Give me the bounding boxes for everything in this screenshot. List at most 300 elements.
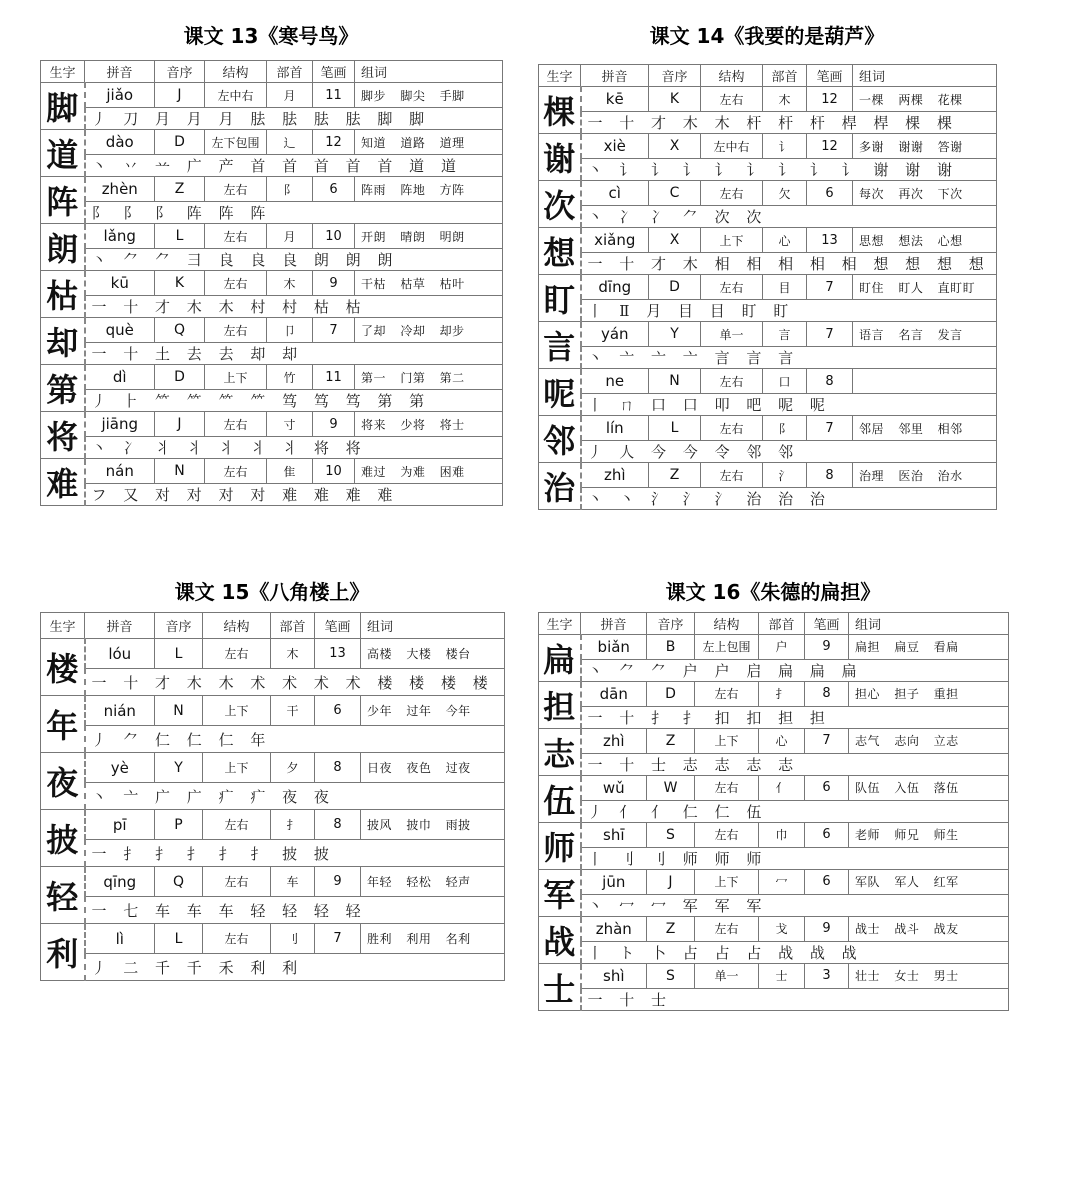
stroke-count-cell: 6	[315, 696, 361, 726]
stroke-order-row	[41, 669, 505, 696]
char-cell: 战	[539, 917, 581, 964]
stroke-order-row	[41, 296, 503, 318]
stroke-order-cell: 丶 冫 丬 丬 丬 丬 丬 将 将	[85, 437, 503, 459]
stroke-order-cell: 丶 丷 䒑 广 产 首 首 首 首 首 道 道	[85, 155, 503, 177]
stroke-order-cell: 丶 讠 讠 讠 讠 讠 讠 讠 讠 谢 谢 谢	[581, 159, 997, 181]
header-index: 音序	[647, 613, 695, 635]
pinyin-cell: kē	[581, 87, 649, 112]
word-group-cell: 治理 医治 治水	[853, 463, 997, 488]
structure-cell: 左右	[695, 776, 759, 801]
stroke-count-cell: 7	[805, 729, 849, 754]
char-cell: 谢	[539, 134, 581, 181]
stroke-order-row	[539, 753, 1009, 775]
radical-cell: 氵	[763, 463, 807, 488]
stroke-count-cell: 7	[315, 924, 361, 954]
index-letter-cell: C	[649, 181, 701, 206]
stroke-order-cell: 丿 ⺊ ⺮ ⺮ ⺮ ⺮ 笃 笃 笃 第 第	[85, 390, 503, 412]
header-strokes: 笔画	[807, 65, 853, 87]
word-group-cell: 思想 想法 心想	[853, 228, 997, 253]
word-group-cell: 多谢 谢谢 答谢	[853, 134, 997, 159]
stroke-order-cell: 丶 亠 广 广 疒 疒 夜 夜	[85, 783, 505, 810]
structure-cell: 上下	[205, 365, 267, 390]
char-info-row	[41, 412, 503, 437]
pinyin-cell: zhì	[581, 463, 649, 488]
char-cell: 军	[539, 870, 581, 917]
char-info-row	[41, 224, 503, 249]
radical-cell: 戈	[759, 917, 805, 942]
stroke-order-row	[41, 155, 503, 177]
structure-cell: 左右	[205, 412, 267, 437]
header-index: 音序	[649, 65, 701, 87]
header-row	[539, 613, 1009, 635]
word-group-cell: 年轻 轻松 轻声	[361, 867, 505, 897]
stroke-order-row	[539, 347, 997, 369]
pinyin-cell: cì	[581, 181, 649, 206]
stroke-order-row	[41, 726, 505, 753]
pinyin-cell: nán	[85, 459, 155, 484]
structure-cell: 左中右	[701, 134, 763, 159]
structure-cell: 左右	[205, 224, 267, 249]
char-cell: 言	[539, 322, 581, 369]
char-info-row	[539, 322, 997, 347]
radical-cell: 扌	[759, 682, 805, 707]
structure-cell: 上下	[695, 729, 759, 754]
char-cell: 志	[539, 729, 581, 776]
stroke-count-cell: 7	[807, 275, 853, 300]
stroke-order-cell: 一 十 才 木 木 杆 杆 杆 桿 桿 棵 棵	[581, 112, 997, 134]
char-info-row	[539, 463, 997, 488]
header-strokes: 笔画	[805, 613, 849, 635]
stroke-order-row	[539, 206, 997, 228]
char-info-row	[539, 134, 997, 159]
structure-cell: 左右	[203, 924, 271, 954]
word-group-cell: 担心 担子 重担	[849, 682, 1009, 707]
index-letter-cell: Y	[649, 322, 701, 347]
header-char: 生字	[539, 613, 581, 635]
lesson-title: 课文 15《八角楼上》	[174, 580, 370, 604]
stroke-order-row	[539, 706, 1009, 728]
stroke-order-row	[539, 800, 1009, 822]
pinyin-cell: qīng	[85, 867, 155, 897]
pinyin-cell: biǎn	[581, 635, 647, 660]
stroke-count-cell: 9	[315, 867, 361, 897]
word-group-cell: 脚步 脚尖 手脚	[355, 83, 503, 108]
index-letter-cell: L	[155, 639, 203, 669]
char-cell: 邻	[539, 416, 581, 463]
char-cell: 盯	[539, 275, 581, 322]
stroke-count-cell: 6	[805, 870, 849, 895]
stroke-count-cell: 6	[805, 776, 849, 801]
header-words: 组词	[355, 61, 503, 83]
word-group-cell: 战士 战斗 战友	[849, 917, 1009, 942]
radical-cell: 隹	[267, 459, 313, 484]
word-group-cell: 知道 道路 道理	[355, 130, 503, 155]
index-letter-cell: S	[647, 964, 695, 989]
structure-cell: 左右	[205, 177, 267, 202]
header-row	[539, 65, 997, 87]
radical-cell: 言	[763, 322, 807, 347]
pinyin-cell: jiāng	[85, 412, 155, 437]
char-info-row	[539, 369, 997, 394]
radical-cell: 士	[759, 964, 805, 989]
pinyin-cell: pī	[85, 810, 155, 840]
pinyin-cell: shī	[581, 823, 647, 848]
word-group-cell: 邻居 邻里 相邻	[853, 416, 997, 441]
structure-cell: 左右	[205, 318, 267, 343]
stroke-order-cell: 丿 刀 月 月 月 胠 胠 胠 胠 脚 脚	[85, 108, 503, 130]
stroke-order-cell: 一 十 才 木 木 术 术 术 术 楼 楼 楼 楼	[85, 669, 505, 696]
stroke-count-cell: 9	[805, 917, 849, 942]
structure-cell: 单一	[695, 964, 759, 989]
char-info-row	[539, 181, 997, 206]
stroke-count-cell: 6	[807, 181, 853, 206]
structure-cell: 左右	[205, 271, 267, 296]
header-pinyin: 拼音	[581, 613, 647, 635]
radical-cell: 冖	[759, 870, 805, 895]
header-row	[41, 613, 505, 639]
char-cell: 利	[41, 924, 85, 981]
char-cell: 呢	[539, 369, 581, 416]
header-structure: 结构	[205, 61, 267, 83]
stroke-order-cell: 丿 二 千 千 禾 利 利	[85, 954, 505, 981]
structure-cell: 左右	[203, 639, 271, 669]
radical-cell: 讠	[763, 134, 807, 159]
radical-cell: 月	[267, 83, 313, 108]
word-group-cell: 军队 军人 红军	[849, 870, 1009, 895]
pinyin-cell: jiǎo	[85, 83, 155, 108]
header-index: 音序	[155, 613, 203, 639]
radical-cell: 木	[763, 87, 807, 112]
radical-cell: 巾	[759, 823, 805, 848]
char-cell: 想	[539, 228, 581, 275]
stroke-count-cell: 7	[807, 416, 853, 441]
word-group-cell: 开朗 晴朗 明朗	[355, 224, 503, 249]
structure-cell: 左右	[701, 275, 763, 300]
structure-cell: 左右	[701, 463, 763, 488]
word-group-cell: 志气 志向 立志	[849, 729, 1009, 754]
stroke-count-cell: 8	[315, 810, 361, 840]
char-info-row	[539, 823, 1009, 848]
lesson-table	[538, 64, 997, 510]
header-char: 生字	[41, 613, 85, 639]
header-radical: 部首	[763, 65, 807, 87]
stroke-order-row	[539, 159, 997, 181]
stroke-count-cell: 13	[315, 639, 361, 669]
word-group-cell	[853, 369, 997, 394]
radical-cell: 干	[271, 696, 315, 726]
stroke-count-cell: 12	[807, 134, 853, 159]
stroke-order-cell: 丿 ⺈ 仁 仁 仁 年	[85, 726, 505, 753]
pinyin-cell: yán	[581, 322, 649, 347]
header-index: 音序	[155, 61, 205, 83]
char-info-row	[41, 639, 505, 669]
pinyin-cell: zhàn	[581, 917, 647, 942]
stroke-order-row	[539, 112, 997, 134]
stroke-order-row	[539, 847, 1009, 869]
char-cell: 朗	[41, 224, 85, 271]
stroke-count-cell: 9	[313, 271, 355, 296]
char-cell: 脚	[41, 83, 85, 130]
word-group-cell: 第一 门第 第二	[355, 365, 503, 390]
stroke-count-cell: 11	[313, 365, 355, 390]
char-cell: 披	[41, 810, 85, 867]
char-info-row	[539, 228, 997, 253]
char-info-row	[539, 682, 1009, 707]
stroke-count-cell: 8	[805, 682, 849, 707]
char-cell: 难	[41, 459, 85, 506]
stroke-count-cell: 6	[313, 177, 355, 202]
stroke-order-cell: 丨 ト 卜 占 占 占 战 战 战	[581, 941, 1009, 963]
radical-cell: 心	[759, 729, 805, 754]
word-group-cell: 扁担 扁豆 看扁	[849, 635, 1009, 660]
radical-cell: 口	[763, 369, 807, 394]
char-info-row	[539, 416, 997, 441]
radical-cell: 卩	[267, 318, 313, 343]
char-cell: 轻	[41, 867, 85, 924]
radical-cell: 刂	[271, 924, 315, 954]
stroke-order-row	[41, 840, 505, 867]
radical-cell: 欠	[763, 181, 807, 206]
index-letter-cell: W	[647, 776, 695, 801]
word-group-cell: 壮士 女士 男士	[849, 964, 1009, 989]
lesson-title: 课文 14《我要的是葫芦》	[649, 24, 885, 48]
lesson-table	[40, 60, 503, 506]
index-letter-cell: X	[649, 134, 701, 159]
word-group-cell: 干枯 枯草 枯叶	[355, 271, 503, 296]
char-cell: 棵	[539, 87, 581, 134]
stroke-order-cell: 丶 ⺈ ⺈ 户 户 启 扁 扁 扁	[581, 659, 1009, 681]
index-letter-cell: Y	[155, 753, 203, 783]
radical-cell: 阝	[267, 177, 313, 202]
char-info-row	[41, 753, 505, 783]
header-strokes: 笔画	[313, 61, 355, 83]
header-words: 组词	[361, 613, 505, 639]
stroke-count-cell: 8	[315, 753, 361, 783]
radical-cell: 阝	[763, 416, 807, 441]
radical-cell: 心	[763, 228, 807, 253]
stroke-order-row	[539, 894, 1009, 916]
lesson-title: 课文 16《朱德的扁担》	[665, 580, 881, 604]
word-group-cell: 披风 披巾 雨披	[361, 810, 505, 840]
pinyin-cell: lì	[85, 924, 155, 954]
structure-cell: 左下包围	[205, 130, 267, 155]
char-info-row	[539, 776, 1009, 801]
pinyin-cell: què	[85, 318, 155, 343]
char-cell: 枯	[41, 271, 85, 318]
pinyin-cell: yè	[85, 753, 155, 783]
structure-cell: 左右	[701, 416, 763, 441]
structure-cell: 左中右	[205, 83, 267, 108]
char-cell: 却	[41, 318, 85, 365]
radical-cell: 寸	[267, 412, 313, 437]
char-info-row	[539, 964, 1009, 989]
stroke-order-cell: 一 十 才 木 木 村 村 枯 枯	[85, 296, 503, 318]
char-cell: 将	[41, 412, 85, 459]
structure-cell: 左右	[203, 810, 271, 840]
char-cell: 伍	[539, 776, 581, 823]
char-cell: 第	[41, 365, 85, 412]
stroke-count-cell: 8	[807, 369, 853, 394]
index-letter-cell: P	[155, 810, 203, 840]
pinyin-cell: ne	[581, 369, 649, 394]
char-cell: 治	[539, 463, 581, 510]
stroke-count-cell: 7	[807, 322, 853, 347]
word-group-cell: 日夜 夜色 过夜	[361, 753, 505, 783]
radical-cell: 户	[759, 635, 805, 660]
stroke-order-row	[41, 783, 505, 810]
pinyin-cell: zhì	[581, 729, 647, 754]
stroke-order-row	[539, 253, 997, 275]
stroke-order-cell: 丨 ㄇ 口 口 叩 吧 呢 呢	[581, 394, 997, 416]
pinyin-cell: xiǎng	[581, 228, 649, 253]
header-radical: 部首	[271, 613, 315, 639]
lesson-title: 课文 13《寒号鸟》	[183, 24, 359, 48]
char-info-row	[41, 365, 503, 390]
stroke-order-cell: 一 七 车 车 车 轻 轻 轻 轻	[85, 897, 505, 924]
index-letter-cell: L	[649, 416, 701, 441]
pinyin-cell: dīng	[581, 275, 649, 300]
word-group-cell: 难过 为难 困难	[355, 459, 503, 484]
structure-cell: 左上包围	[695, 635, 759, 660]
stroke-count-cell: 9	[805, 635, 849, 660]
structure-cell: 左右	[701, 181, 763, 206]
structure-cell: 左右	[203, 867, 271, 897]
pinyin-cell: lín	[581, 416, 649, 441]
header-pinyin: 拼音	[581, 65, 649, 87]
stroke-order-cell: 一 十 土 去 去 却 却	[85, 343, 503, 365]
header-radical: 部首	[267, 61, 313, 83]
word-group-cell: 一棵 两棵 花棵	[853, 87, 997, 112]
index-letter-cell: K	[649, 87, 701, 112]
index-letter-cell: D	[647, 682, 695, 707]
stroke-order-row	[41, 484, 503, 506]
index-letter-cell: K	[155, 271, 205, 296]
stroke-order-row	[539, 394, 997, 416]
index-letter-cell: D	[155, 365, 205, 390]
stroke-order-row	[539, 659, 1009, 681]
structure-cell: 左右	[701, 87, 763, 112]
pinyin-cell: xiè	[581, 134, 649, 159]
word-group-cell: 阵雨 阵地 方阵	[355, 177, 503, 202]
index-letter-cell: Z	[647, 729, 695, 754]
word-group-cell: 了却 冷却 却步	[355, 318, 503, 343]
word-group-cell: 盯住 盯人 直盯盯	[853, 275, 997, 300]
index-letter-cell: J	[647, 870, 695, 895]
stroke-order-cell: 丶 冖 冖 军 军 军	[581, 894, 1009, 916]
header-pinyin: 拼音	[85, 613, 155, 639]
stroke-order-cell: 丶 冫 冫 ⺈ 次 次	[581, 206, 997, 228]
pinyin-cell: lǎng	[85, 224, 155, 249]
radical-cell: 辶	[267, 130, 313, 155]
stroke-order-row	[41, 437, 503, 459]
structure-cell: 单一	[701, 322, 763, 347]
index-letter-cell: Z	[647, 917, 695, 942]
word-group-cell: 将来 少将 将士	[355, 412, 503, 437]
word-group-cell: 高楼 大楼 楼台	[361, 639, 505, 669]
stroke-order-row	[539, 488, 997, 510]
lesson-table	[40, 612, 505, 981]
radical-cell: 木	[271, 639, 315, 669]
stroke-order-row	[41, 897, 505, 924]
stroke-order-row	[539, 441, 997, 463]
stroke-count-cell: 7	[313, 318, 355, 343]
structure-cell: 左右	[695, 823, 759, 848]
index-letter-cell: J	[155, 412, 205, 437]
stroke-count-cell: 10	[313, 459, 355, 484]
index-letter-cell: Q	[155, 867, 203, 897]
stroke-order-row	[41, 108, 503, 130]
index-letter-cell: B	[647, 635, 695, 660]
stroke-order-row	[41, 343, 503, 365]
char-info-row	[539, 635, 1009, 660]
header-structure: 结构	[203, 613, 271, 639]
index-letter-cell: D	[649, 275, 701, 300]
radical-cell: 木	[267, 271, 313, 296]
stroke-order-cell: 丨 Ⅱ 月 目 目 盯 盯	[581, 300, 997, 322]
pinyin-cell: dì	[85, 365, 155, 390]
header-strokes: 笔画	[315, 613, 361, 639]
char-cell: 阵	[41, 177, 85, 224]
index-letter-cell: X	[649, 228, 701, 253]
char-cell: 楼	[41, 639, 85, 696]
pinyin-cell: shì	[581, 964, 647, 989]
radical-cell: 亻	[759, 776, 805, 801]
header-words: 组词	[849, 613, 1009, 635]
stroke-count-cell: 6	[805, 823, 849, 848]
word-group-cell: 每次 再次 下次	[853, 181, 997, 206]
index-letter-cell: D	[155, 130, 205, 155]
char-info-row	[539, 870, 1009, 895]
structure-cell: 上下	[203, 753, 271, 783]
char-info-row	[41, 130, 503, 155]
stroke-order-cell: 一 扌 扌 扌 扌 扌 披 披	[85, 840, 505, 867]
stroke-order-cell: 阝 阝 阝 阵 阵 阵	[85, 202, 503, 224]
word-group-cell: 队伍 入伍 落伍	[849, 776, 1009, 801]
stroke-order-cell: 丿 人 今 今 令 邻 邻	[581, 441, 997, 463]
pinyin-cell: zhèn	[85, 177, 155, 202]
stroke-count-cell: 11	[313, 83, 355, 108]
radical-cell: 夕	[271, 753, 315, 783]
stroke-order-cell: 一 十 扌 扌 扣 扣 担 担	[581, 706, 1009, 728]
structure-cell: 上下	[695, 870, 759, 895]
pinyin-cell: dān	[581, 682, 647, 707]
index-letter-cell: L	[155, 224, 205, 249]
index-letter-cell: N	[155, 459, 205, 484]
char-info-row	[539, 275, 997, 300]
char-cell: 年	[41, 696, 85, 753]
header-words: 组词	[853, 65, 997, 87]
char-info-row	[41, 810, 505, 840]
stroke-order-row	[41, 954, 505, 981]
stroke-order-row	[539, 988, 1009, 1010]
char-info-row	[41, 867, 505, 897]
index-letter-cell: S	[647, 823, 695, 848]
radical-cell: 月	[267, 224, 313, 249]
header-char: 生字	[539, 65, 581, 87]
header-structure: 结构	[695, 613, 759, 635]
structure-cell: 左右	[695, 682, 759, 707]
stroke-order-cell: 丨 刂 刂 师 师 师	[581, 847, 1009, 869]
pinyin-cell: jūn	[581, 870, 647, 895]
stroke-order-cell: フ 又 对 对 对 对 难 难 难 难	[85, 484, 503, 506]
lesson-table	[538, 612, 1009, 1011]
pinyin-cell: dào	[85, 130, 155, 155]
stroke-order-cell: 一 十 士 志 志 志 志	[581, 753, 1009, 775]
stroke-count-cell: 10	[313, 224, 355, 249]
char-cell: 扁	[539, 635, 581, 682]
stroke-order-row	[41, 249, 503, 271]
pinyin-cell: nián	[85, 696, 155, 726]
